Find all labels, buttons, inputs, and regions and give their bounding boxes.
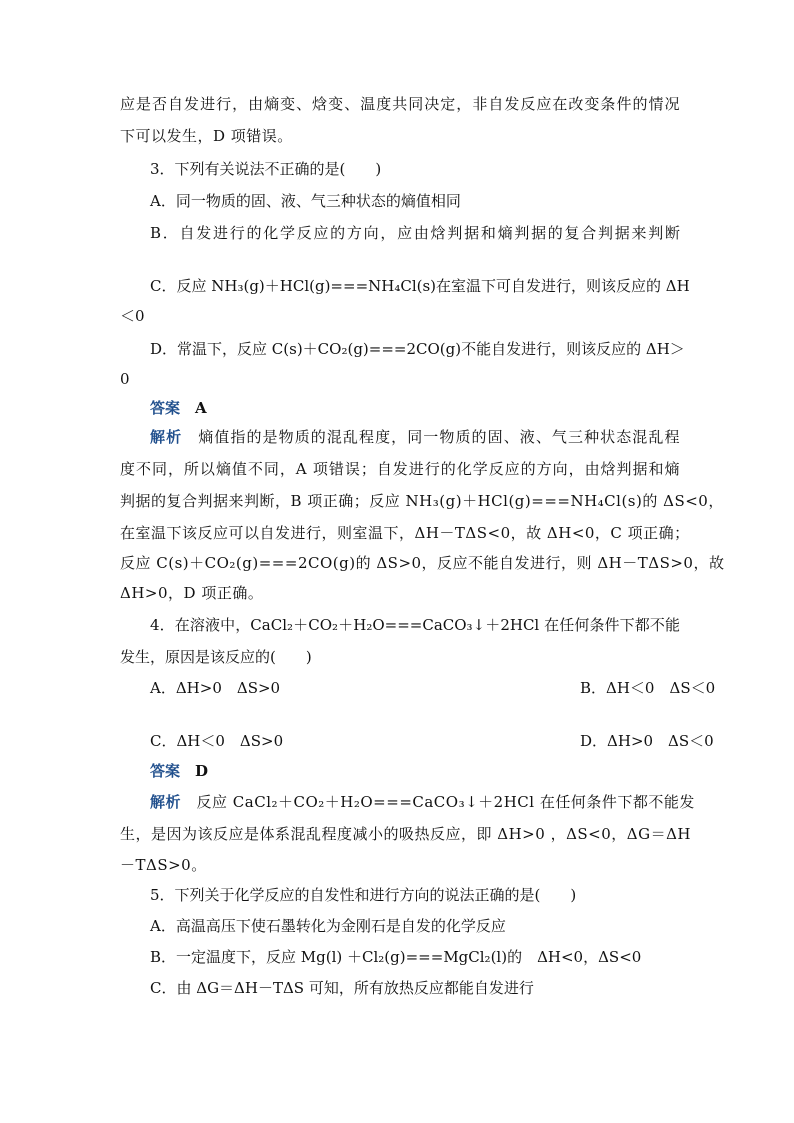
q3-option-d-cont: 0 [120, 370, 130, 388]
analysis-label: 解析 [150, 428, 183, 446]
question-3: 3．下列有关说法不正确的是( ) [150, 160, 382, 178]
question-4-cont: 发生，原因是该反应的( ) [120, 648, 312, 666]
q4-option-c: C．ΔH＜0 ΔS>0 [150, 732, 284, 750]
answer-label: 答案 [150, 399, 181, 417]
q4-options-row-2 [150, 731, 714, 751]
q3-analysis-3: 判据的复合判据来判断，B 项正确；反应 NH₃(g)＋HCl(g)===NH₄Cl(s)的 ΔS<0， [120, 492, 724, 510]
q3-option-d: D．常温下，反应 C(s)＋CO₂(g)===2CO(g)不能自发进行，则该反应的 ΔH＞ [150, 340, 685, 358]
q4-option-a: A．ΔH>0 ΔS>0 [150, 679, 281, 697]
q4-options-row-1 [150, 678, 716, 698]
q5-option-c: C．由 ΔG＝ΔH－TΔS 可知，所有放热反应都能自发进行 [150, 979, 534, 997]
q5-option-a: A．高温高压下使石墨转化为金刚石是自发的化学反应 [150, 917, 506, 935]
q4-answer [150, 761, 680, 781]
q3-analysis-2: 度不同，所以熵值不同，A 项错误；自发进行的化学反应的方向，由焓判据和熵 [120, 460, 680, 478]
q3-answer [150, 398, 680, 418]
q3-analysis-1: 解析 熵值指的是物质的混乱程度，同一物质的固、液、气三种状态混乱程 [150, 428, 680, 446]
answer-value: D [195, 762, 209, 780]
q3-option-c: C．反应 NH₃(g)＋HCl(g)===NH₄Cl(s)在室温下可自发进行，则该反应的 ΔH [150, 277, 690, 295]
q3-analysis-6: ΔH>0，D 项正确。 [120, 584, 264, 602]
q3-option-b: B．自发进行的化学反应的方向，应由焓判据和熵判据的复合判据来判断 [150, 224, 680, 242]
line-1: 应是否自发进行，由熵变、焓变、温度共同决定，非自发反应在改变条件的情况 [120, 95, 680, 113]
question-5: 5．下列关于化学反应的自发性和进行方向的说法正确的是( ) [150, 886, 577, 904]
question-4: 4．在溶液中，CaCl₂＋CO₂＋H₂O===CaCO₃↓＋2HCl 在任何条件下都不能 [150, 616, 680, 634]
q4-analysis-3: －TΔS>0。 [120, 856, 207, 874]
q5-option-b: B．一定温度下，反应 Mg(l) ＋Cl₂(g)===MgCl₂(l)的 ΔH<0，ΔS<0 [150, 948, 642, 966]
q3-option-a: A．同一物质的固、液、气三种状态的熵值相同 [150, 192, 461, 210]
q4-option-b: B．ΔH＜0 ΔS＜0 [580, 679, 716, 697]
q3-option-c-cont: ＜0 [120, 307, 145, 325]
line-2: 下可以发生，D 项错误。 [120, 127, 293, 145]
analysis-label: 解析 [150, 793, 182, 811]
q4-option-d: D．ΔH>0 ΔS＜0 [580, 732, 714, 750]
q4-analysis-1: 解析 反应 CaCl₂＋CO₂＋H₂O===CaCO₃↓＋2HCl 在任何条件下都不能发 [150, 793, 695, 811]
q3-analysis-5: 反应 C(s)＋CO₂(g)===2CO(g)的 ΔS>0，反应不能自发进行，则 ΔH－TΔS>0，故 [120, 554, 725, 572]
q3-analysis-4: 在室温下该反应可以自发进行，则室温下，ΔH－TΔS<0，故 ΔH<0，C 项正确； [120, 524, 690, 542]
answer-label: 答案 [150, 762, 181, 780]
answer-value: A [195, 399, 207, 417]
q4-analysis-2: 生，是因为该反应是体系混乱程度减小的吸热反应，即 ΔH>0 ，ΔS<0，ΔG＝ΔH [120, 825, 692, 843]
